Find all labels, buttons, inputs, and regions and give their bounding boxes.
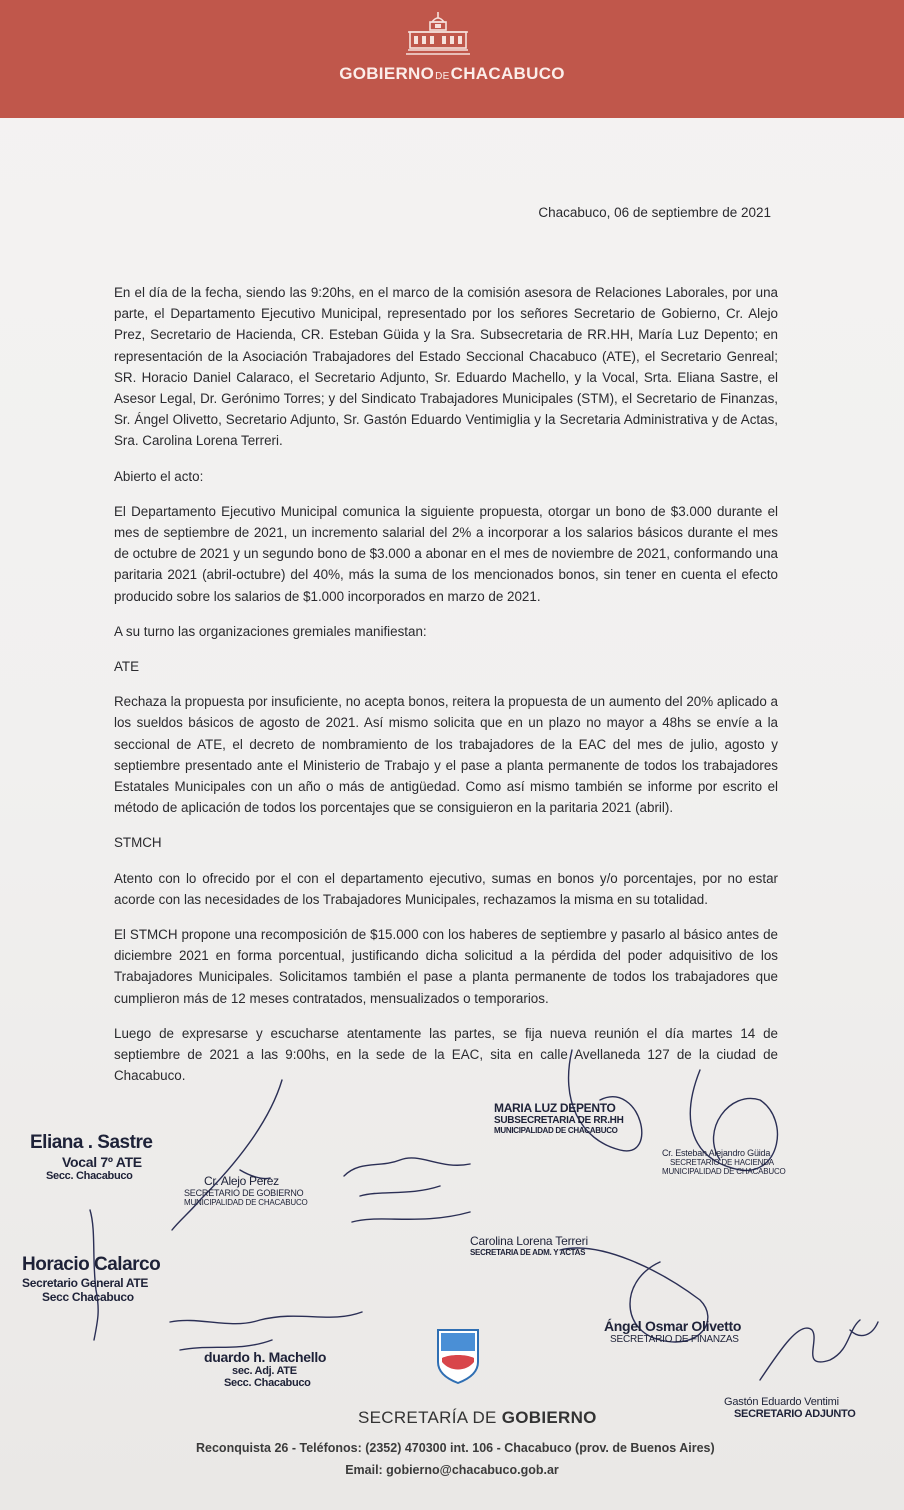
paragraph-closing: Luego de expresarse y escucharse atentamente las partes, se fija nueva reunión el día martes 14 de septiembre de 2021 a las 9:00hs, en la sede de la EAC, sita en calle Avellaneda 127 de la ciudad de Chacabuco. — [114, 1025, 778, 1084]
signer-org: Secc. Chacabuco — [224, 1377, 311, 1389]
signer-name: Gastón Eduardo Ventimi — [724, 1396, 839, 1408]
chacabuco-shield-logo — [436, 1328, 480, 1384]
paragraph-opening: Abierto el acto: — [114, 468, 204, 484]
footer-address: Reconquista 26 - Teléfonos: (2352) 470300 int. 106 - Chacabuco (prov. de Buenos Aires) — [196, 1441, 715, 1455]
paragraph-unions: A su turno las organizaciones gremiales manifiestan: — [114, 623, 427, 639]
signature-block-guida — [662, 1148, 786, 1176]
signature-block-olivetto — [604, 1318, 741, 1345]
brand-gobierno: GOBIERNO — [339, 64, 435, 83]
footer-secretaria-light: SECRETARÍA DE — [358, 1408, 502, 1427]
signer-name: Eliana . Sastre — [30, 1132, 153, 1153]
signer-org: Secc. Chacabuco — [46, 1170, 133, 1182]
paragraph-proposal: El Departamento Ejecutivo Municipal comunica la siguiente propuesta, otorgar un bono de $3.000 durante el mes de septiembre de 2021, un incremento salarial del 2% a incorporar a los salarios básicos durante el mes de octubre de 2021 y un segundo bono de $3.000 a abonar en el mes de noviembre de 2021, conformando una paritaria 2021 (abril-octubre) del 40%, más la suma de los mencionados bonos, sin tener en cuenta el efecto producido sobre los salarios de $1.000 incorporados en marzo de 2021. — [114, 503, 778, 604]
signer-org: Secc Chacabuco — [42, 1290, 134, 1304]
signature-block-depento — [494, 1101, 624, 1135]
brand-chacabuco: CHACABUCO — [450, 64, 565, 83]
signer-name: duardo h. Machello — [204, 1349, 327, 1365]
signer-name: Cr. Alejo Perez — [204, 1174, 279, 1188]
signer-name: Horacio Calarco — [22, 1254, 161, 1275]
municipal-building-logo — [402, 10, 474, 60]
signature-block-ventimiglia — [724, 1396, 856, 1420]
signature-block-sastre — [30, 1132, 152, 1182]
signer-org: MUNICIPALIDAD DE CHACABUCO — [662, 1167, 786, 1176]
document-date: Chacabuco, 06 de septiembre de 2021 — [538, 205, 771, 220]
paragraph-stmch-1: Atento con lo ofrecido por el con el departamento ejecutivo, sumas en bonos y/o porcentajes, por no estar acorde con las necesidades de los Trabajadores Municipales, rechazamos la misma en su totalidad. — [114, 870, 778, 907]
signer-role: sec. Adj. ATE — [232, 1365, 297, 1377]
signature-block-calarco — [22, 1254, 160, 1304]
signer-org: MUNICIPALIDAD DE CHACABUCO — [494, 1126, 618, 1135]
paragraph-stmch-2: El STMCH propone una recomposición de $15.000 con los haberes de septiembre y pasarlo al básico antes de diciembre 2021 en forma porcentual, justificando dicha solicitud a la pérdida del poder adquisitivo de los Trabajadores Municipales. Solicitamos también el pase a planta permanente de todos los trabajadores que cumplieron más de 12 meses contratados, mensualizados o temporarios. — [114, 927, 778, 1006]
signer-role: SECRETARIA DE ADM. Y ACTAS — [470, 1248, 586, 1257]
footer-email: Email: gobierno@chacabuco.gob.ar — [345, 1463, 559, 1477]
letterhead-banner — [0, 0, 904, 118]
letterhead-title — [0, 64, 904, 84]
heading-stmch: STMCH — [114, 835, 162, 851]
signature-block-terreri — [470, 1234, 588, 1257]
paragraph-ate: Rechaza la propuesta por insuficiente, no acepta bonos, reitera la propuesta de un aumento del 20% aplicado a los sueldos básicos de agosto de 2021. Así mismo solicita que en un plazo no mayor a 48hs se envíe a la seccional de ATE, el decreto de nombramiento de los trabajadores de la EAC del mes de julio, agosto y septiembre presentado ante el Ministerio de Trabajo y el pase a planta permanente de todos los trabajadores Estatales Municipales con un año o más de antigüedad. Como así mismo también se informe por escrito el método de aplicación de todos los porcentajes que se consiguieron en la paritaria 2021 (abril). — [114, 694, 778, 816]
signer-role: Secretario General ATE — [22, 1276, 149, 1290]
signature-block-perez — [184, 1174, 308, 1207]
signer-name: Cr. Esteban Alejandro Güida — [662, 1148, 771, 1158]
signer-role: SECRETARIO DE HACIENDA — [670, 1158, 774, 1167]
signer-role: SECRETARIO DE GOBIERNO — [184, 1188, 304, 1198]
heading-ate: ATE — [114, 659, 140, 675]
signer-role: Vocal 7º ATE — [62, 1154, 142, 1170]
document-body — [114, 282, 778, 1101]
signature-block-machello — [204, 1349, 326, 1389]
brand-de: DE — [435, 71, 450, 82]
paragraph-intro: En el día de la fecha, siendo las 9:20hs, en el marco de la comisión asesora de Relaciones Laborales, por una parte, el Departamento Ejecutivo Municipal, representado por los señores Secretario de Gobierno, Cr. Alejo Prez, Secretario de Hacienda, CR. Esteban Güida y la Sra. Subsecretaria de RR.HH, María Luz Depento; en representación de la Asociación Trabajadores del Estado Seccional Chacabuco (ATE), el Secretario Genreal; SR. Horacio Daniel Calaraco, el Secretario Adjunto, Sr. Eduardo Machello, y la Vocal, Srta. Eliana Sastre, el Asesor Legal, Dr. Gerónimo Torres; y del Sindicato Trabajadores Municipales (STM), el Secretario de Finanzas, Sr. Ángel Olivetto, Secretario Adjunto, Sr. Gastón Eduardo Ventimiglia y la Secretaria Administrativa y de Actas, Sra. Carolina Lorena Terreri. — [114, 285, 778, 449]
signer-name: Ángel Osmar Olivetto — [604, 1318, 742, 1334]
footer-secretaria — [358, 1408, 597, 1428]
signer-role: SUBSECRETARIA DE RR.HH — [494, 1115, 624, 1126]
signer-role: SECRETARIO ADJUNTO — [734, 1408, 856, 1420]
signer-name: MARIA LUZ DEPENTO — [494, 1101, 616, 1115]
signer-role: SECRETARIO DE FINANZAS — [610, 1334, 739, 1345]
signer-org: MUNICIPALIDAD DE CHACABUCO — [184, 1198, 308, 1207]
signer-name: Carolina Lorena Terreri — [470, 1234, 588, 1248]
footer-secretaria-bold: GOBIERNO — [501, 1408, 597, 1427]
